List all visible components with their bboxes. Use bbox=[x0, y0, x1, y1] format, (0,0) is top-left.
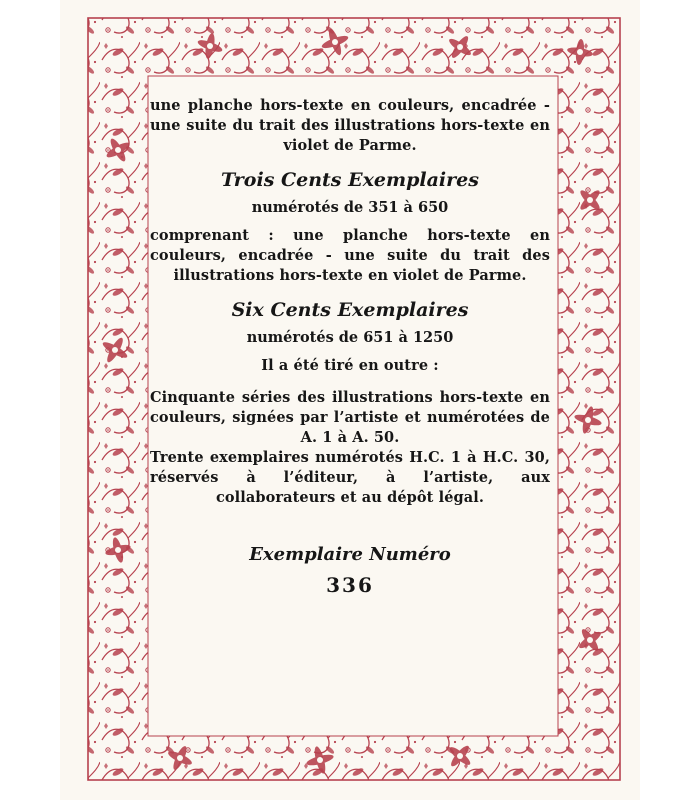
colophon-text bbox=[150, 96, 550, 597]
trois-cents-numbers: numérotés de 351 à 650 bbox=[251, 199, 449, 216]
trois-cents-heading: Trois Cents Exemplaires bbox=[221, 169, 479, 191]
exemplaire-numero-label: Exemplaire Numéro bbox=[249, 544, 451, 565]
book-page bbox=[60, 0, 640, 800]
trente-exemplaires-paragraph: Trente exemplaires numérotés H.C. 1 à H.C. 30, réservés à l’éditeur, à l’artiste, aux collaborateurs et au dépôt légal. bbox=[150, 449, 550, 506]
tire-en-outre-line: Il a été tiré en outre : bbox=[261, 357, 439, 374]
six-cents-heading: Six Cents Exemplaires bbox=[231, 299, 469, 321]
intro-paragraph: une planche hors-texte en couleurs, encadrée - une suite du trait des illustrations hors-texte en violet de Parme. bbox=[150, 97, 550, 154]
cinquante-series-paragraph: Cinquante séries des illustrations hors-texte en couleurs, signées par l’artiste et numérotées de A. 1 à A. 50. bbox=[150, 389, 550, 446]
six-cents-numbers: numérotés de 651 à 1250 bbox=[246, 329, 454, 346]
trois-cents-description: comprenant : une planche hors-texte en couleurs, encadrée - une suite du trait des illustrations hors-texte en violet de Parme. bbox=[150, 227, 550, 284]
exemplaire-number: 336 bbox=[326, 573, 374, 597]
